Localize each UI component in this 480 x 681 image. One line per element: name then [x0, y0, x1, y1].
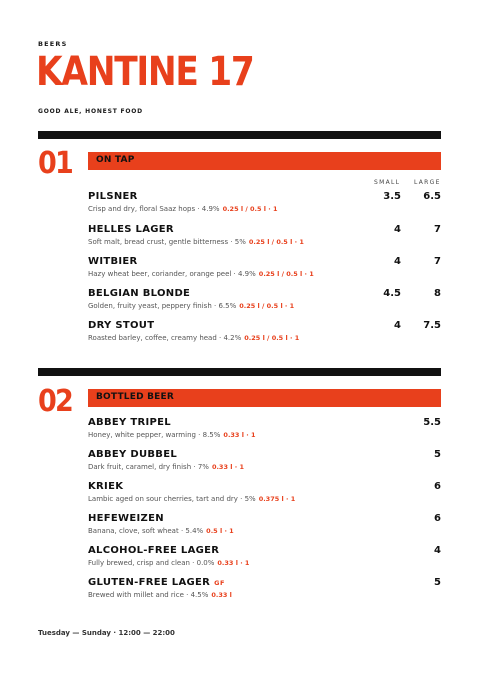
menu-item [88, 481, 441, 511]
section-number: 02 [38, 384, 72, 419]
item-desc-text: Honey, white pepper, warming · 8.5% [88, 431, 221, 439]
item-desc-text: Golden, fruity yeast, peppery finish · 6.5% [88, 302, 237, 310]
item-desc-text: Hazy wheat beer, coriander, orange peel · 4.9% [88, 270, 256, 278]
price-large: 7.5 [423, 320, 441, 331]
menu-item [88, 256, 441, 286]
item-desc-text: Roasted barley, coffee, creamy head · 4.2% [88, 334, 242, 342]
item-name: ABBEY TRIPEL [88, 417, 171, 428]
item-name: HEFEWEIZEN [88, 513, 164, 524]
menu-item [88, 320, 441, 350]
price-small: 4 [394, 320, 401, 331]
item-price: 5 [434, 577, 441, 588]
price-large: 6.5 [423, 191, 441, 202]
section-rule [38, 131, 441, 139]
menu-item [88, 224, 441, 254]
item-name: WITBIER [88, 256, 138, 267]
item-desc-text: Dark fruit, caramel, dry finish · 7% [88, 463, 209, 471]
item-serving: 0.25 l / 0.5 l · 1 [258, 270, 314, 278]
opening-hours: Tuesday — Sunday · 12:00 — 22:00 [38, 629, 175, 637]
item-serving: 0.25 l / 0.5 l · 1 [244, 334, 300, 342]
item-price: 6 [434, 481, 441, 492]
item-description [88, 591, 232, 599]
column-header-small: SMALL [374, 179, 401, 186]
item-serving: 0.5 l · 1 [206, 527, 234, 535]
kicker: BEERS [38, 40, 68, 48]
item-description [88, 334, 299, 342]
item-serving: 0.25 l / 0.5 l · 1 [248, 238, 304, 246]
item-name: DRY STOUT [88, 320, 155, 331]
item-name: ABBEY DUBBEL [88, 449, 178, 460]
item-name: HELLES LAGER [88, 224, 174, 235]
menu-item [88, 417, 441, 447]
price-large: 7 [434, 224, 441, 235]
price-small: 4.5 [383, 288, 401, 299]
item-desc-text: Crisp and dry, floral Saaz hops · 4.9% [88, 205, 220, 213]
item-desc-text: Lambic aged on sour cherries, tart and dry · 5% [88, 495, 256, 503]
item-description [88, 527, 234, 535]
menu-item [88, 577, 441, 607]
menu-item [88, 288, 441, 318]
item-serving: 0.25 l / 0.5 l · 1 [239, 302, 295, 310]
column-header-large: LARGE [414, 179, 441, 186]
item-serving: 0.33 l · 1 [211, 463, 244, 471]
item-description [88, 559, 249, 567]
section-header-bar [88, 152, 441, 170]
item-serving: 0.33 l · 1 [223, 431, 256, 439]
price-large: 8 [434, 288, 441, 299]
item-name: BELGIAN BLONDE [88, 288, 191, 299]
item-description [88, 302, 294, 310]
item-description [88, 238, 304, 246]
item-price: 5.5 [423, 417, 441, 428]
menu-item [88, 545, 441, 575]
item-serving: 0.375 l · 1 [258, 495, 296, 503]
item-serving: 0.33 l · 1 [217, 559, 250, 567]
item-name [88, 577, 225, 588]
gluten-free-tag: GF [214, 579, 225, 587]
price-small: 4 [394, 224, 401, 235]
item-description [88, 463, 244, 471]
item-description [88, 431, 255, 439]
section-title: ON TAP [96, 155, 135, 165]
item-name: KRIEK [88, 481, 124, 492]
section-header-bar [88, 389, 441, 407]
item-description [88, 270, 314, 278]
menu-item [88, 513, 441, 543]
item-price: 4 [434, 545, 441, 556]
item-serving: 0.33 l [211, 591, 232, 599]
item-serving: 0.25 l / 0.5 l · 1 [222, 205, 278, 213]
price-large: 7 [434, 256, 441, 267]
page-title: KANTINE 17 [36, 49, 254, 95]
section-title: BOTTLED BEER [96, 392, 174, 402]
item-desc-text: Fully brewed, crisp and clean · 0.0% [88, 559, 215, 567]
item-name-text: GLUTEN-FREE LAGER [88, 577, 211, 588]
section-rule [38, 368, 441, 376]
price-small: 3.5 [383, 191, 401, 202]
item-desc-text: Soft malt, bread crust, gentle bitterness · 5% [88, 238, 246, 246]
menu-item [88, 191, 441, 221]
menu-item [88, 449, 441, 479]
item-desc-text: Banana, clove, soft wheat · 5.4% [88, 527, 204, 535]
item-name: ALCOHOL-FREE LAGER [88, 545, 220, 556]
tagline: GOOD ALE, HONEST FOOD [38, 108, 143, 115]
item-description [88, 495, 295, 503]
item-description [88, 205, 278, 213]
item-name: PILSNER [88, 191, 138, 202]
item-price: 6 [434, 513, 441, 524]
item-price: 5 [434, 449, 441, 460]
item-desc-text: Brewed with millet and rice · 4.5% [88, 591, 209, 599]
section-number: 01 [38, 146, 72, 181]
price-small: 4 [394, 256, 401, 267]
